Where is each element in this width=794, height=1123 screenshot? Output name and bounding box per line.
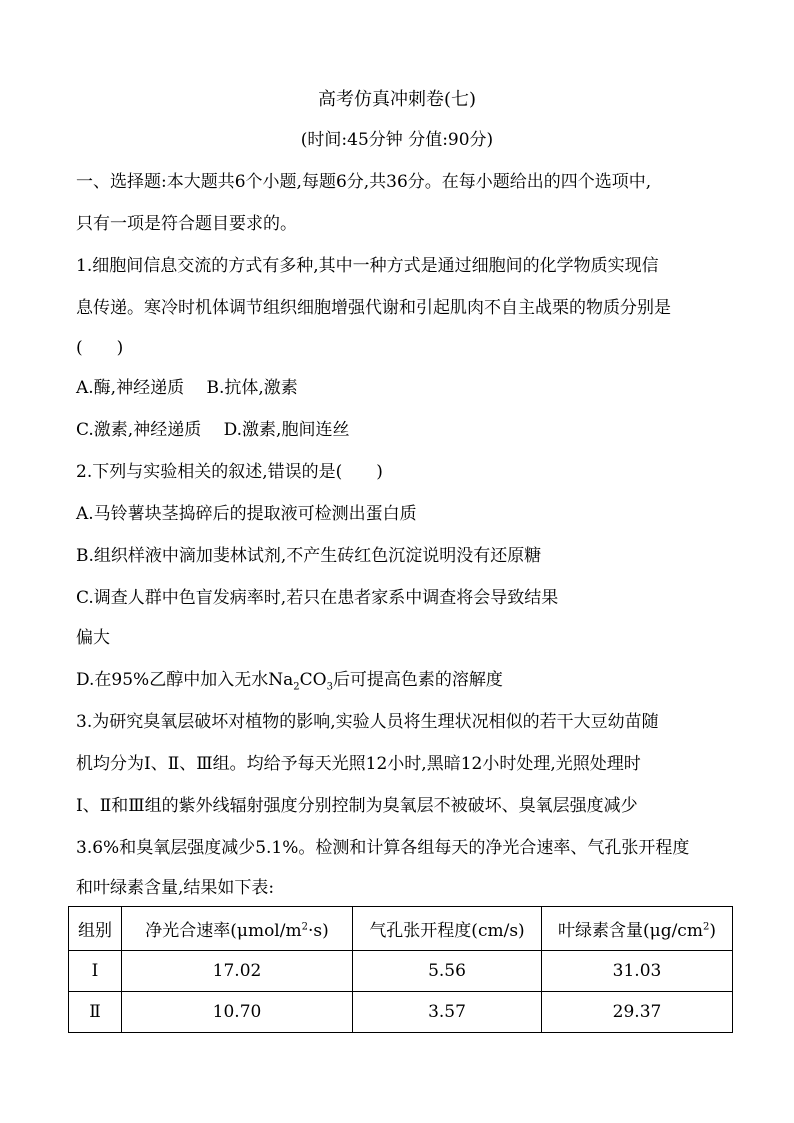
question3-stem-line5: 和叶绿素含量,结果如下表: xyxy=(76,878,275,898)
table-row xyxy=(69,992,733,1033)
question1-stem-line1: 1.细胞间信息交流的方式有多种,其中一种方式是通过细胞间的化学物质实现信 xyxy=(76,256,659,276)
question3-stem-line3: Ⅰ、Ⅱ和Ⅲ组的紫外线辐射强度分别控制为臭氧层不被破坏、臭氧层强度减少 xyxy=(76,796,638,816)
cell-chlorophyll: 29.37 xyxy=(542,992,733,1033)
cell-rate: 10.70 xyxy=(122,992,353,1033)
subscript-3: 3 xyxy=(326,681,333,693)
header-chl-unit-end: ) xyxy=(709,921,716,941)
question1-stem-line2: 息传递。寒冷时机体调节组织细胞增强代谢和引起肌肉不自主战栗的物质分别是 xyxy=(76,298,671,318)
table-header-row xyxy=(69,907,733,951)
header-group: 组别 xyxy=(69,907,122,951)
cell-stomata: 3.57 xyxy=(353,992,542,1033)
section-instruction-line1: 一、选择题:本大题共6个小题,每题6分,共36分。在每小题给出的四个选项中, xyxy=(76,172,652,192)
superscript-2: 2 xyxy=(301,921,308,933)
cell-group: Ⅱ xyxy=(69,992,122,1033)
option-d-text-post: 后可提高色素的溶解度 xyxy=(332,670,503,690)
results-table xyxy=(68,906,733,1033)
question2-option-b: B.组织样液中滴加斐林试剂,不产生砖红色沉淀说明没有还原糖 xyxy=(76,546,542,566)
question1-answer-blank: ( ) xyxy=(76,338,124,358)
question1-options-ab: A.酶,神经递质 B.抗体,激素 xyxy=(76,378,298,398)
cell-stomata: 5.56 xyxy=(353,951,542,992)
time-score-info: (时间:45分钟 分值:90分) xyxy=(300,130,494,150)
header-net-photosynthesis-rate xyxy=(122,907,353,951)
header-chl-text: 叶绿素含量(μg/cm xyxy=(558,921,703,941)
header-rate-unit-end: ·s) xyxy=(307,921,329,941)
cell-group: Ⅰ xyxy=(69,951,122,992)
section-instruction-line2: 只有一项是符合题目要求的。 xyxy=(76,214,297,234)
question2-option-a: A.马铃薯块茎捣碎后的提取液可检测出蛋白质 xyxy=(76,504,417,524)
question2-stem: 2.下列与实验相关的叙述,错误的是( ) xyxy=(76,462,383,482)
header-chlorophyll-content xyxy=(542,907,733,951)
page-title: 高考仿真冲刺卷(七) xyxy=(317,89,477,110)
question2-option-c-line2: 偏大 xyxy=(76,628,110,648)
cell-rate: 17.02 xyxy=(122,951,353,992)
question1-options-cd: C.激素,神经递质 D.激素,胞间连丝 xyxy=(76,420,350,440)
option-d-text-mid: CO xyxy=(299,670,327,690)
question3-stem-line1: 3.为研究臭氧层破坏对植物的影响,实验人员将生理状况相似的若干大豆幼苗随 xyxy=(76,712,659,732)
question2-option-c-line1: C.调查人群中色盲发病率时,若只在患者家系中调查将会导致结果 xyxy=(76,588,559,608)
subscript-2: 2 xyxy=(293,681,300,693)
question2-option-d xyxy=(76,668,503,692)
option-d-text-pre: D.在95%乙醇中加入无水Na xyxy=(76,670,294,690)
header-stomatal-opening: 气孔张开程度(cm/s) xyxy=(353,907,542,951)
superscript-2: 2 xyxy=(702,921,710,933)
question3-stem-line2: 机均分为Ⅰ、Ⅱ、Ⅲ组。均给予每天光照12小时,黑暗12小时处理,光照处理时 xyxy=(76,754,641,774)
question3-stem-line4: 3.6%和臭氧层强度减少5.1%。检测和计算各组每天的净光合速率、气孔张开程度 xyxy=(76,838,690,858)
header-rate-text: 净光合速率(μmol/m xyxy=(145,921,302,941)
table-row xyxy=(69,951,733,992)
cell-chlorophyll: 31.03 xyxy=(542,951,733,992)
